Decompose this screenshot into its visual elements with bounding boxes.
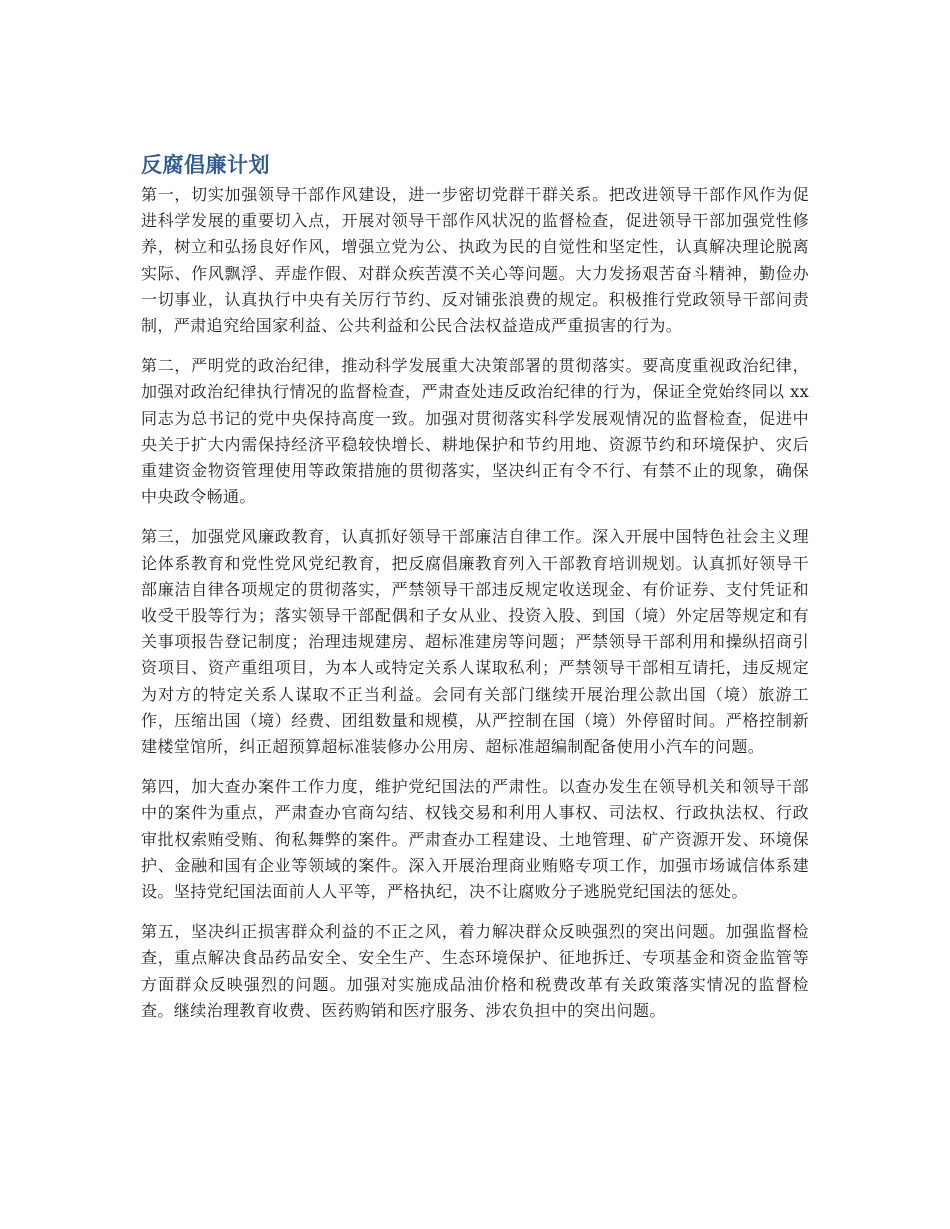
paragraph-2: 第二，严明党的政治纪律，推动科学发展重大决策部署的贯彻落实。要高度重视政治纪律，加强对政治纪律执行情况的监督检查，严肃查处违反政治纪律的行为，保证全党始终同以 xx 同志为总书记的党中央保持高度一致。加强对贯彻落实科学发展观情况的监督检查，促进中央关于扩大内需保持经济平稳较快增长、耕地保护和节约用地、资源节约和环境保护、灾后重建资金物资管理使用等政策措施的贯彻落实，坚决纠正有令不行、有禁不止的现象，确保中央政令畅通。 bbox=[141, 356, 809, 507]
paragraph-3: 第三，加强党风廉政教育，认真抓好领导干部廉洁自律工作。深入开展中国特色社会主义理论体系教育和党性党风党纪教育，把反腐倡廉教育列入干部教育培训规划。认真抓好领导干部廉洁自律各项规定的贯彻落实，严禁领导干部违反规定收送现金、有价证券、支付凭证和收受干股等行为；落实领导干部配偶和子女从业、投资入股、到国（境）外定居等规定和有关事项报告登记制度；治理违规建房、超标准建房等问题；严禁领导干部利用和操纵招商引资项目、资产重组项目，为本人或特定关系人谋取私利；严禁领导干部相互请托，违反规定为对方的特定关系人谋取不正当利益。会同有关部门继续开展治理公款出国（境）旅游工作，压缩出国（境）经费、团组数量和规模，从严控制在国（境）外停留时间。严格控制新建楼堂馆所，纠正超预算超标准装修办公用房、超标准超编制配备使用小汽车的问题。 bbox=[141, 527, 809, 757]
document-body bbox=[141, 150, 809, 1038]
document-title: 反腐倡廉计划 bbox=[141, 153, 270, 177]
paragraph-1: 第一，切实加强领导干部作风建设，进一步密切党群干群关系。把改进领导干部作风作为促进科学发展的重要切入点，开展对领导干部作风状况的监督检查，促进领导干部加强党性修养，树立和弘扬良好作风，增强立党为公、执政为民的自觉性和坚定性，认真解决理论脱离实际、作风飘浮、弄虚作假、对群众疾苦漠不关心等问题。大力发扬艰苦奋斗精神，勤俭办一切事业，认真执行中央有关厉行节约、反对铺张浪费的规定。积极推行党政领导干部问责制，严肃追究给国家利益、公共利益和公民合法权益造成严重损害的行为。 bbox=[141, 185, 809, 336]
paragraph-5: 第五，坚决纠正损害群众利益的不正之风，着力解决群众反映强烈的突出问题。加强监督检查，重点解决食品药品安全、安全生产、生态环境保护、征地拆迁、专项基金和资金监管等方面群众反映强烈的问题。加强对实施成品油价格和税费改革有关政策落实情况的监督检查。继续治理教育收费、医药购销和医疗服务、涉农负担中的突出问题。 bbox=[141, 922, 809, 1020]
paragraph-4: 第四，加大查办案件工作力度，维护党纪国法的严肃性。以查办发生在领导机关和领导干部中的案件为重点，严肃查办官商勾结、权钱交易和利用人事权、司法权、行政执法权、行政审批权索贿受贿、徇私舞弊的案件。严肃查办工程建设、土地管理、矿产资源开发、环境保护、金融和国有企业等领域的案件。深入开展治理商业贿赂专项工作，加强市场诚信体系建设。坚持党纪国法面前人人平等，严格执纪，决不让腐败分子逃脱党纪国法的惩处。 bbox=[141, 777, 809, 902]
